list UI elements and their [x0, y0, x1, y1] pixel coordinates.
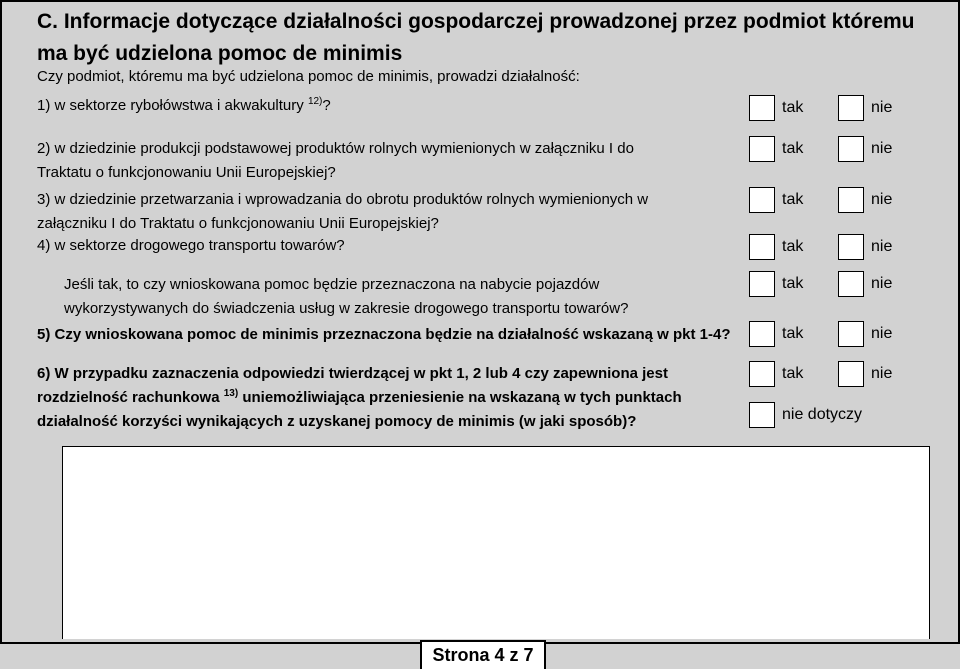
q4-no-checkbox[interactable]	[838, 234, 864, 260]
q5-yes-label: tak	[782, 325, 804, 342]
footnote-ref: 13)	[223, 388, 239, 399]
q2-yes-label: tak	[782, 140, 804, 157]
q5-yes-checkbox[interactable]	[749, 321, 775, 347]
q1-no-label: nie	[871, 99, 893, 116]
question-6: 6) W przypadku zaznaczenia odpowiedzi twierdzącej w pkt 1, 2 lub 4 czy zapewniona jest rozdzielność rachunkowa $^{13)}$ uniemożliwiająca przeniesienie na wskazaną w tych punktach działalność korzyści wynikających z uzyskanej pomocy de minimis (w jaki sposób)?	[37, 365, 682, 430]
section-intro: Czy podmiot, któremu ma być udzielona pomoc de minimis, prowadzi działalność:	[37, 68, 580, 85]
question-1: 1) w sektorze rybołówstwa i akwakultury $^{12)}$?	[37, 96, 331, 114]
question-3: 3) w dziedzinie przetwarzania i wprowadzania do obrotu produktów rolnych wymienionych w załączniku I do Traktatu o funkcjonowaniu Unii Europejskiej?	[37, 191, 649, 232]
q2-no-label: nie	[871, 140, 893, 157]
q3-no-checkbox[interactable]	[838, 187, 864, 213]
q2-yes-checkbox[interactable]	[749, 136, 775, 162]
question-4a: Jeśli tak, to czy wnioskowana pomoc będzie przeznaczona na nabycie pojazdów wykorzystywanych do świadczenia usług w zakresie drogowego transportu towarów?	[64, 276, 629, 317]
q3-no-label: nie	[871, 191, 893, 208]
question-4: 4) w sektorze drogowego transportu towarów?	[37, 237, 345, 254]
footnote-ref: 12)	[307, 96, 323, 107]
q1-yes-checkbox[interactable]	[749, 95, 775, 121]
q6-yes-checkbox[interactable]	[749, 361, 775, 387]
page-number: Strona 4 z 7	[420, 640, 546, 669]
q1-no-checkbox[interactable]	[838, 95, 864, 121]
q5-no-checkbox[interactable]	[838, 321, 864, 347]
q1-yes-label: tak	[782, 99, 804, 116]
q3-yes-checkbox[interactable]	[749, 187, 775, 213]
q6-yes-label: tak	[782, 365, 804, 382]
question-2: 2) w dziedzinie produkcji podstawowej produktów rolnych wymienionych w załączniku I do Traktatu o funkcjonowaniu Unii Europejskiej?	[37, 140, 634, 181]
q6-not-applicable-label: nie dotyczy	[782, 406, 863, 423]
explanation-text-area[interactable]	[62, 446, 930, 639]
q6-no-label: nie	[871, 365, 893, 382]
q5-no-label: nie	[871, 325, 893, 342]
q2-no-checkbox[interactable]	[838, 136, 864, 162]
q3-yes-label: tak	[782, 191, 804, 208]
q4a-no-checkbox[interactable]	[838, 271, 864, 297]
q4a-yes-checkbox[interactable]	[749, 271, 775, 297]
q6-not-applicable-checkbox[interactable]	[749, 402, 775, 428]
question-5: 5) Czy wnioskowana pomoc de minimis przeznaczona będzie na działalność wskazaną w pkt 1-4?	[37, 326, 731, 343]
q4a-yes-label: tak	[782, 275, 804, 292]
q4-yes-label: tak	[782, 238, 804, 255]
section-title: C. Informacje dotyczące działalności gospodarczej prowadzonej przez podmiot któremu ma być udzielona pomoc de minimis	[37, 10, 915, 65]
q4-no-label: nie	[871, 238, 893, 255]
q4a-no-label: nie	[871, 275, 893, 292]
q4-yes-checkbox[interactable]	[749, 234, 775, 260]
q6-no-checkbox[interactable]	[838, 361, 864, 387]
